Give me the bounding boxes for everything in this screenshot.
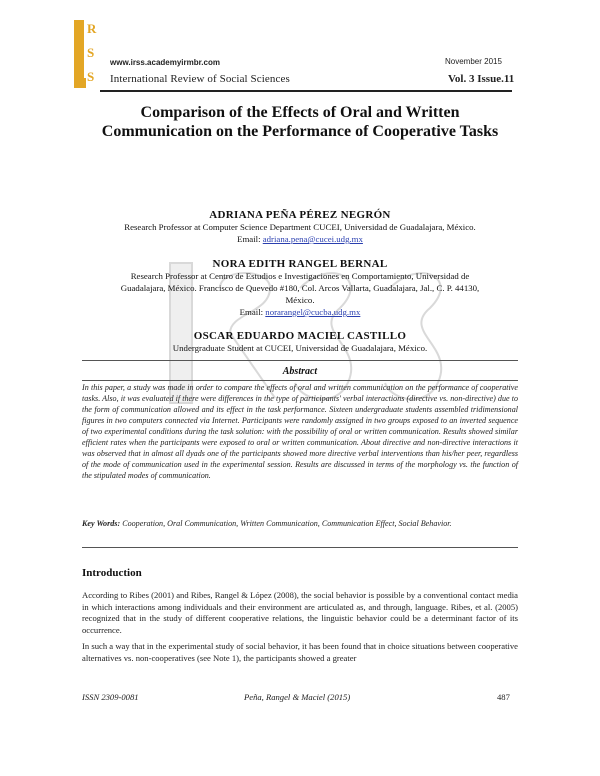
abstract-heading-rule <box>82 380 518 381</box>
paper-title <box>90 103 510 141</box>
footer-citation: Peña, Rangel & Maciel (2015) <box>244 692 351 702</box>
author-affiliation-line: México. <box>285 295 315 305</box>
email-label: Email: <box>237 234 261 244</box>
abstract-top-rule <box>82 360 518 361</box>
author-email-link[interactable]: norarangel@cucba.udg.mx <box>265 307 361 317</box>
abstract-heading: Abstract <box>282 366 318 377</box>
keywords <box>82 518 518 529</box>
author-email-link[interactable]: adriana.pena@cucei.udg.mx <box>262 234 363 244</box>
author-name: OSCAR EDUARDO MACIEL CASTILLO <box>193 330 407 342</box>
author-affiliation: Research Professor at Computer Science Department CUCEI, Universidad de Guadalajara, México. <box>124 222 476 232</box>
author-block-3 <box>60 330 540 354</box>
author-block-2 <box>60 258 540 318</box>
body-paragraph: According to Ribes (2001) and Ribes, Rangel & López (2008), the social behavior is possible by a conventional contact media in which interactions among individuals and their environment are articulated as, and through, language. Ribes, et al. (2005) recognized that in the study of different cooperative relations, the linguistic behavior could be a determinant factor of its occurrence. <box>82 590 518 635</box>
header-divider <box>100 90 512 92</box>
logo-letter-s1: S <box>87 45 95 60</box>
keywords-list: Cooperation, Oral Communication, Written Communication, Communication Effect, Social Behavior. <box>122 519 452 528</box>
abstract-text: In this paper, a study was made in order to compare the effects of oral and written communication on the performance of cooperative tasks. Also, it was evaluated if there were differences in the type of participants' verbal interactions (directive vs. non-directive) due to the form of communication allowed and its effect in the task performance. Sixteen undergraduate students assembled tridimensional figures in two computers connected via Internet. Participants were randomly assigned in two groups exposed to an inverted sequence of two experimental conditions during the task solution: with the possibility of oral or written communication. Results showed similar efficient rates when the participants were exposed to oral or written communication. About directive and non-directive interactions it was observed that in almost all dyads one of the participants showed more directive verbal interventions than his/her peer, regardless of the mode of communication used in the experimental session. Results are discussed in terms of the morphology vs. the function of the stipulated modes of communication. <box>82 383 518 480</box>
author-block-1 <box>60 209 540 245</box>
author-affiliation-line: Research Professor at Centro de Estudios e Investigaciones en Comportamiento, Universidad de <box>130 271 470 281</box>
page-number: 487 <box>497 692 510 702</box>
author-affiliation-line: Guadalajara, México. Francisco de Quevedo #180, Col. Arcos Vallarta, Guadalajara, Jal., C. P. 44130, <box>120 283 480 293</box>
section-heading-introduction: Introduction <box>82 567 142 579</box>
keywords-label: Key Words: <box>82 519 121 528</box>
author-affiliation: Undergraduate Student at CUCEI, Universidad de Guadalajara, México. <box>172 343 428 353</box>
author-email-line <box>60 306 540 318</box>
author-name: NORA EDITH RANGEL BERNAL <box>212 258 388 270</box>
email-label: Email: <box>239 307 264 317</box>
journal-name: International Review of Social Sciences <box>110 73 290 85</box>
volume-issue: Vol. 3 Issue.11 <box>448 73 515 85</box>
logo-bar-foot <box>84 78 86 88</box>
journal-logo <box>74 20 110 88</box>
logo-letter-s2: S <box>87 69 95 84</box>
logo-letter-r: R <box>87 21 97 36</box>
author-name: ADRIANA PEÑA PÉREZ NEGRÓN <box>209 209 391 221</box>
title-line-2: Communication on the Performance of Cooperative Tasks <box>101 123 499 140</box>
issue-date: November 2015 <box>445 57 502 66</box>
abstract-bottom-rule <box>82 547 518 548</box>
title-line-1: Comparison of the Effects of Oral and Written <box>140 104 460 121</box>
journal-url[interactable]: www.irss.academyirmbr.com <box>110 58 220 67</box>
footer-issn: ISSN 2309-0081 <box>82 692 139 702</box>
body-paragraph: In such a way that in the experimental study of social behavior, it has been found that in choice situations between cooperative alternatives vs. non-cooperatives (see Note 1), the participants showed a greater <box>82 641 518 663</box>
logo-initial-bar <box>74 20 84 88</box>
author-email-line <box>60 233 540 245</box>
